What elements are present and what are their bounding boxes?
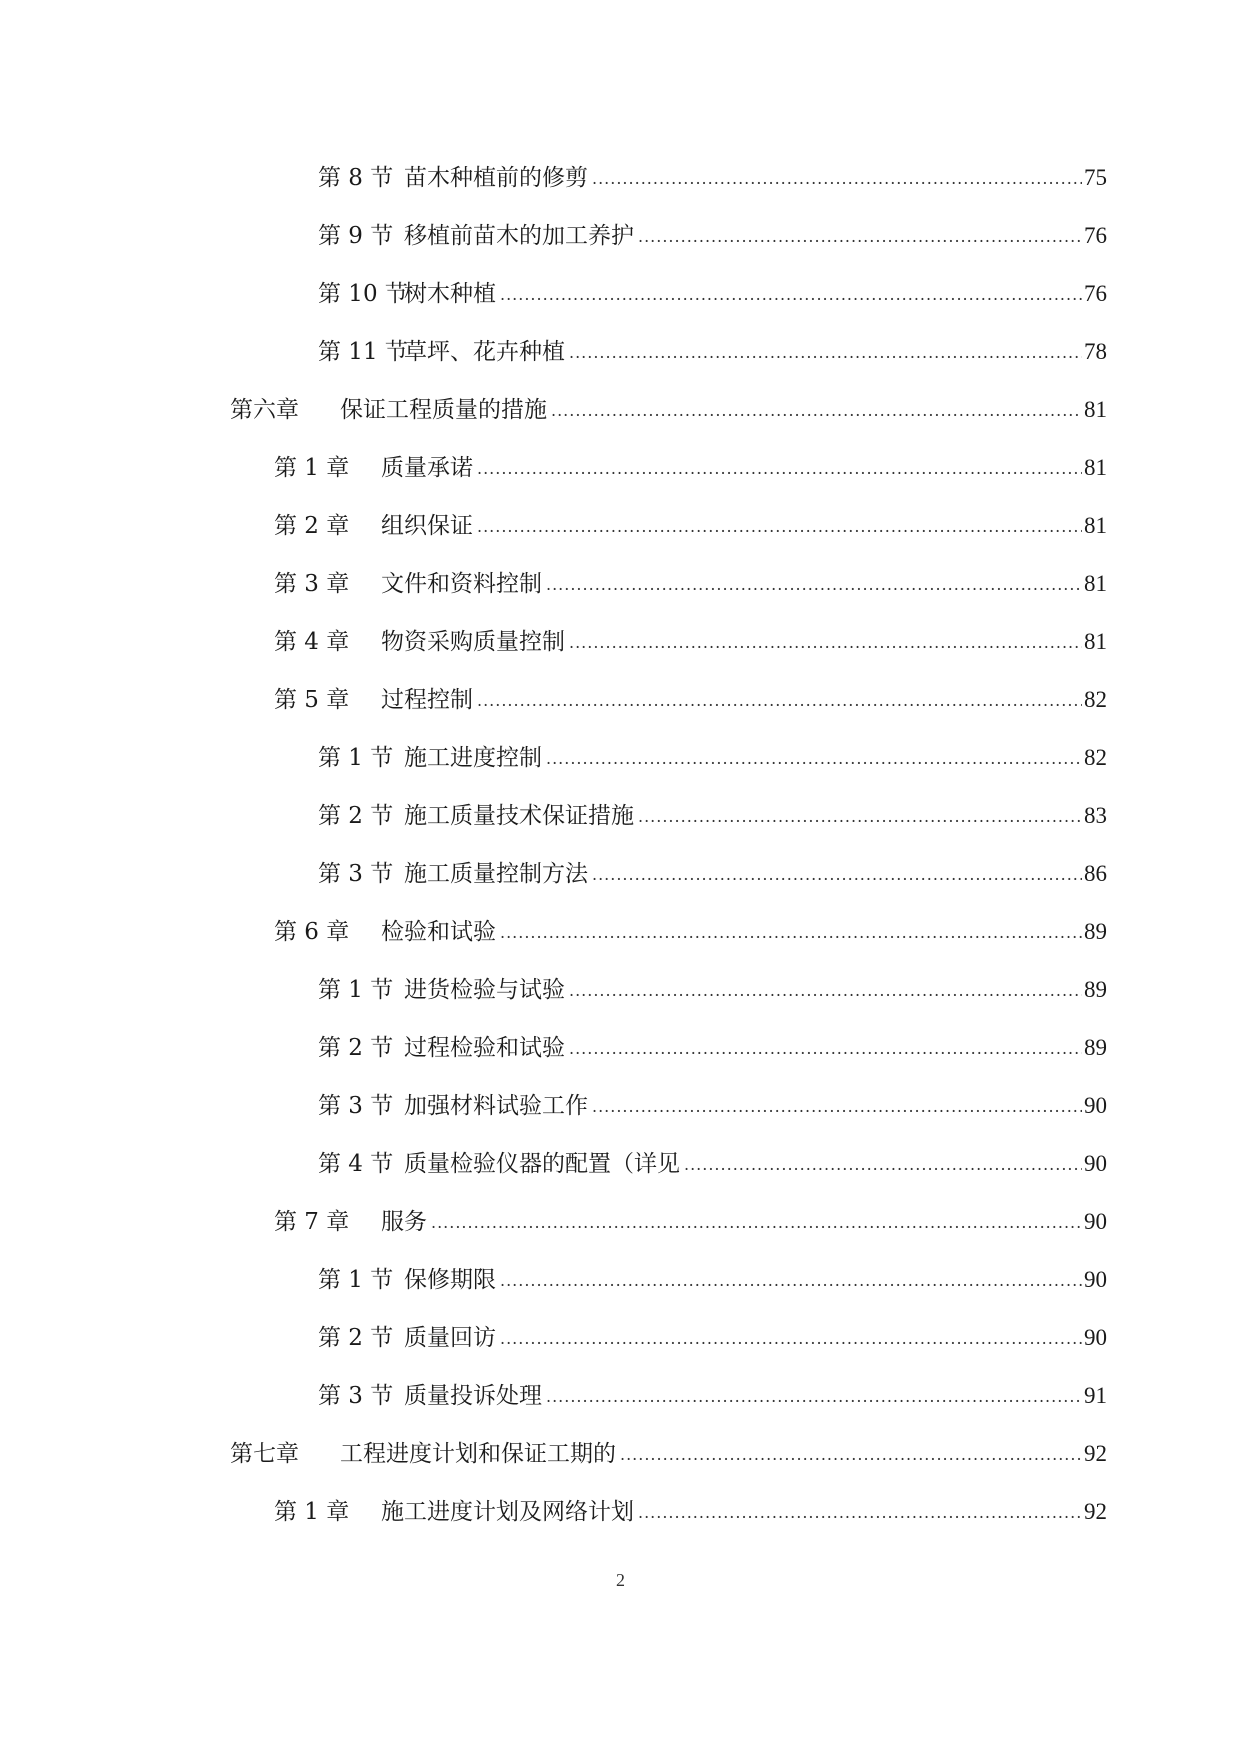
toc-entry-title: 加强材料试验工作 — [404, 1093, 588, 1119]
toc-entry-number: 第 8 节 — [318, 165, 394, 191]
toc-entry-title: 质量承诺 — [381, 455, 473, 481]
toc-entry-number: 第 3 节 — [318, 1093, 394, 1119]
toc-entry[interactable] — [0, 1078, 1241, 1136]
toc-entry-page: 89 — [1084, 977, 1107, 1002]
toc-dot-leader — [638, 1498, 1082, 1528]
toc-dot-leader — [551, 396, 1082, 426]
toc-dot-leader — [620, 1440, 1082, 1470]
toc-entry-page: 90 — [1084, 1151, 1107, 1176]
toc-entry-line — [318, 1149, 1107, 1181]
toc-entry-page: 83 — [1084, 803, 1107, 828]
toc-entry-page: 90 — [1084, 1325, 1107, 1350]
toc-dot-leader — [546, 1382, 1082, 1412]
toc-entry[interactable] — [0, 1136, 1241, 1194]
toc-entry-line — [274, 627, 1107, 659]
toc-dot-leader — [500, 1266, 1082, 1296]
toc-entry-number: 第 4 节 — [318, 1151, 394, 1177]
toc-entry[interactable] — [0, 672, 1241, 730]
toc-entry-page: 81 — [1084, 455, 1107, 480]
toc-entry-line — [318, 1033, 1107, 1065]
toc-entry[interactable] — [0, 1426, 1241, 1484]
toc-entry-page: 90 — [1084, 1209, 1107, 1234]
toc-entry[interactable] — [0, 614, 1241, 672]
toc-entry-number: 第 6 章 — [274, 919, 350, 945]
toc-entry-page: 92 — [1084, 1441, 1107, 1466]
toc-entry-number: 第 1 节 — [318, 1267, 394, 1293]
toc-entry-line — [318, 1323, 1107, 1355]
toc-entry-number: 第 1 节 — [318, 977, 394, 1003]
toc-dot-leader — [500, 280, 1082, 310]
toc-entry-title: 过程检验和试验 — [404, 1035, 565, 1061]
toc-entry-page: 90 — [1084, 1267, 1107, 1292]
toc-entry-line — [274, 511, 1107, 543]
toc-entry[interactable] — [0, 208, 1241, 266]
toc-entry-line — [230, 395, 1107, 427]
toc-entry-title: 服务 — [381, 1209, 427, 1235]
toc-entry-page: 76 — [1084, 223, 1107, 248]
toc-dot-leader — [569, 628, 1082, 658]
toc-entry-title: 苗木种植前的修剪 — [404, 165, 588, 191]
toc-entry-line — [318, 163, 1107, 195]
toc-entry-number: 第 2 章 — [274, 513, 350, 539]
toc-entry-number: 第 3 章 — [274, 571, 350, 597]
toc-entry-line — [318, 1381, 1107, 1413]
toc-entry-line — [274, 569, 1107, 601]
toc-entry-title: 质量投诉处理 — [404, 1383, 542, 1409]
toc-dot-leader — [431, 1208, 1082, 1238]
toc-dot-leader — [684, 1150, 1082, 1180]
toc-entry-page: 81 — [1084, 513, 1107, 538]
toc-entry-line — [274, 917, 1107, 949]
toc-entry[interactable] — [0, 498, 1241, 556]
toc-dot-leader — [546, 570, 1082, 600]
toc-entry-number: 第七章 — [230, 1441, 299, 1467]
toc-entry[interactable] — [0, 730, 1241, 788]
toc-entry[interactable] — [0, 1368, 1241, 1426]
toc-dot-leader — [500, 1324, 1082, 1354]
toc-dot-leader — [477, 454, 1082, 484]
toc-dot-leader — [638, 222, 1082, 252]
toc-dot-leader — [638, 802, 1082, 832]
toc-entry-number: 第 2 节 — [318, 803, 394, 829]
toc-entry-line — [274, 685, 1107, 717]
toc-entry[interactable] — [0, 556, 1241, 614]
toc-entry-line — [318, 279, 1107, 311]
toc-entry-line — [318, 801, 1107, 833]
toc-entry-page: 78 — [1084, 339, 1107, 364]
toc-entry-number: 第 1 节 — [318, 745, 394, 771]
toc-entry-number: 第 4 章 — [274, 629, 350, 655]
toc-entry-page: 92 — [1084, 1499, 1107, 1524]
toc-dot-leader — [592, 1092, 1082, 1122]
toc-entry-title: 移植前苗木的加工养护 — [404, 223, 634, 249]
toc-entry-number: 第 5 章 — [274, 687, 350, 713]
toc-entry-line — [318, 221, 1107, 253]
toc-entry-number: 第 7 章 — [274, 1209, 350, 1235]
toc-entry-page: 90 — [1084, 1093, 1107, 1118]
toc-entry-number: 第 2 节 — [318, 1035, 394, 1061]
toc-entry-number: 第 3 节 — [318, 1383, 394, 1409]
toc-entry-line — [318, 743, 1107, 775]
toc-dot-leader — [592, 164, 1082, 194]
toc-entry-line — [318, 337, 1107, 369]
toc-entry[interactable] — [0, 440, 1241, 498]
toc-entry-title: 施工进度控制 — [404, 745, 542, 771]
toc-entry-number: 第 9 节 — [318, 223, 394, 249]
toc-entry[interactable] — [0, 1020, 1241, 1078]
toc-entry-page: 81 — [1084, 571, 1107, 596]
toc-entry-line — [274, 453, 1107, 485]
toc-entry[interactable] — [0, 1310, 1241, 1368]
toc-entry-number: 第 1 章 — [274, 455, 350, 481]
toc-entry-title: 检验和试验 — [381, 919, 496, 945]
toc-entry-line — [230, 1439, 1107, 1471]
toc-entry[interactable] — [0, 904, 1241, 962]
toc-entry-line — [318, 859, 1107, 891]
toc-entry-number: 第 10 节 — [318, 281, 408, 307]
toc-dot-leader — [569, 338, 1082, 368]
toc-entry-page: 81 — [1084, 397, 1107, 422]
toc-entry-page: 89 — [1084, 1035, 1107, 1060]
toc-dot-leader — [569, 976, 1082, 1006]
toc-entry-page: 86 — [1084, 861, 1107, 886]
toc-entry[interactable] — [0, 1252, 1241, 1310]
toc-entry[interactable] — [0, 266, 1241, 324]
table-of-contents — [0, 150, 1241, 1542]
toc-entry-line — [274, 1207, 1107, 1239]
toc-entry-title: 施工进度计划及网络计划 — [381, 1499, 634, 1525]
toc-entry-page: 82 — [1084, 687, 1107, 712]
toc-entry-line — [318, 1091, 1107, 1123]
page-number: 2 — [616, 1570, 625, 1590]
toc-entry-title: 树木种植 — [404, 281, 496, 307]
toc-entry[interactable] — [0, 150, 1241, 208]
toc-entry-number: 第 11 节 — [318, 339, 408, 365]
toc-dot-leader — [500, 918, 1082, 948]
toc-entry-title: 组织保证 — [381, 513, 473, 539]
toc-entry-page: 81 — [1084, 629, 1107, 654]
toc-entry-page: 89 — [1084, 919, 1107, 944]
toc-dot-leader — [477, 512, 1082, 542]
toc-entry-title: 质量回访 — [404, 1325, 496, 1351]
toc-dot-leader — [477, 686, 1082, 716]
toc-entry-number: 第 2 节 — [318, 1325, 394, 1351]
toc-entry-number: 第 3 节 — [318, 861, 394, 887]
toc-entry[interactable] — [0, 1484, 1241, 1542]
toc-entry[interactable] — [0, 324, 1241, 382]
toc-entry-line — [318, 975, 1107, 1007]
toc-entry[interactable] — [0, 1194, 1241, 1252]
toc-dot-leader — [569, 1034, 1082, 1064]
toc-entry-title: 保证工程质量的措施 — [340, 397, 547, 423]
toc-entry[interactable] — [0, 788, 1241, 846]
toc-entry-title: 草坪、花卉种植 — [404, 339, 565, 365]
toc-entry-title: 物资采购质量控制 — [381, 629, 565, 655]
toc-entry-page: 75 — [1084, 165, 1107, 190]
toc-entry-title: 工程进度计划和保证工期的 — [340, 1441, 616, 1467]
toc-entry[interactable] — [0, 382, 1241, 440]
toc-entry-title: 质量检验仪器的配置（详见 — [404, 1151, 680, 1177]
toc-entry-line — [274, 1497, 1107, 1529]
toc-entry-line — [318, 1265, 1107, 1297]
toc-entry-page: 76 — [1084, 281, 1107, 306]
toc-entry[interactable] — [0, 962, 1241, 1020]
toc-entry-title: 过程控制 — [381, 687, 473, 713]
toc-entry-title: 施工质量控制方法 — [404, 861, 588, 887]
toc-entry-title: 文件和资料控制 — [381, 571, 542, 597]
toc-entry-title: 进货检验与试验 — [404, 977, 565, 1003]
toc-dot-leader — [592, 860, 1082, 890]
toc-entry-title: 保修期限 — [404, 1267, 496, 1293]
toc-entry-number: 第六章 — [230, 397, 299, 423]
toc-dot-leader — [546, 744, 1082, 774]
toc-entry-page: 82 — [1084, 745, 1107, 770]
toc-entry[interactable] — [0, 846, 1241, 904]
toc-entry-title: 施工质量技术保证措施 — [404, 803, 634, 829]
toc-entry-page: 91 — [1084, 1383, 1107, 1408]
toc-entry-number: 第 1 章 — [274, 1499, 350, 1525]
